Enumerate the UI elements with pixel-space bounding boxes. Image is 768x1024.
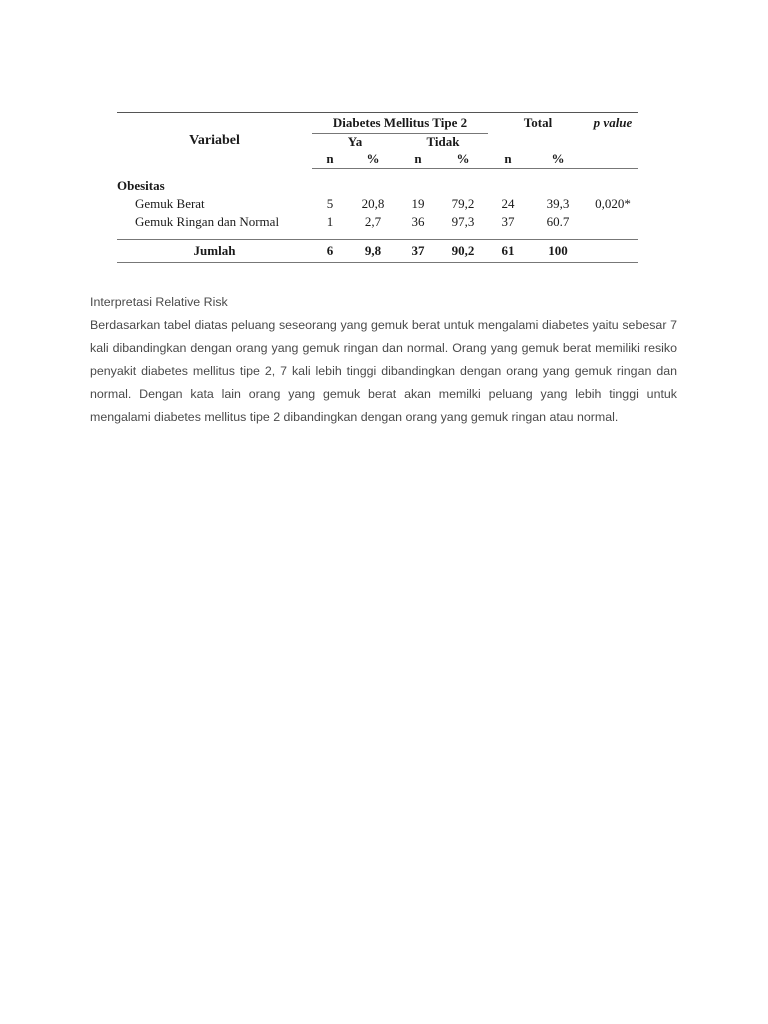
header-diabetes-group: Diabetes Mellitus Tipe 2 <box>312 113 488 134</box>
sum-label: Jumlah <box>117 240 312 263</box>
col-ya-pct: % <box>348 150 398 169</box>
header-ya: Ya <box>347 134 363 149</box>
cell-total-n: 37 <box>501 214 515 229</box>
header-total: Total <box>488 113 588 134</box>
cell-tidak-n: 36 <box>411 214 425 229</box>
row-label: Gemuk Ringan dan Normal <box>135 214 280 229</box>
table-row <box>117 213 638 231</box>
cell-total-pct: 60.7 <box>546 214 570 229</box>
table-row <box>117 195 638 213</box>
cell-total-pct: 39,3 <box>546 196 570 211</box>
cell-tidak-pct: 79,2 <box>451 196 475 211</box>
sum-tidak-n: 37 <box>398 240 438 263</box>
header-variabel: Variabel <box>117 113 312 169</box>
category-obesitas: Obesitas <box>117 178 165 193</box>
sum-tidak-pct: 90,2 <box>438 240 488 263</box>
sum-ya-n: 6 <box>312 240 348 263</box>
obesity-diabetes-table <box>117 112 638 263</box>
interpretation-paragraph: Berdasarkan tabel diatas peluang seseorang yang gemuk berat untuk mengalami diabetes yaitu sebesar 7 kali dibandingkan dengan orang yang gemuk ringan dan normal. Orang yang gemuk berat memiliki resiko penyakit diabetes mellitus tipe 2, 7 kali lebih tinggi dibandingkan dengan orang yang gemuk ringan dan normal. Dengan kata lain orang yang gemuk berat akan memilki peluang yang lebih tinggi untuk mengalami diabetes mellitus tipe 2 dibandingkan dengan orang yang gemuk ringan atau normal. <box>90 318 677 424</box>
header-p-value: p value <box>588 113 638 134</box>
interpretation-section <box>90 291 677 429</box>
cell-ya-n: 1 <box>326 214 334 229</box>
table-header-row <box>117 113 638 134</box>
cell-tidak-n: 19 <box>411 196 425 211</box>
header-tidak: Tidak <box>426 134 460 149</box>
col-total-pct: % <box>528 150 588 169</box>
obesity-diabetes-table-figure <box>117 112 638 263</box>
col-ya-n: n <box>312 150 348 169</box>
col-tidak-pct: % <box>438 150 488 169</box>
cell-ya-pct: 2,7 <box>364 214 382 229</box>
col-tidak-n: n <box>398 150 438 169</box>
cell-ya-n: 5 <box>326 196 334 211</box>
table-row-sum <box>117 240 638 263</box>
cell-p-value: 0,020* <box>595 196 631 211</box>
cell-tidak-pct: 97,3 <box>451 214 475 229</box>
cell-ya-pct: 20,8 <box>361 196 385 211</box>
section-heading: Interpretasi Relative Risk <box>90 295 228 309</box>
table-row-category <box>117 177 638 195</box>
sum-total-pct: 100 <box>528 240 588 263</box>
row-label: Gemuk Berat <box>135 196 205 211</box>
cell-total-n: 24 <box>501 196 515 211</box>
cell-p-value <box>588 213 638 231</box>
sum-total-n: 61 <box>488 240 528 263</box>
col-total-n: n <box>488 150 528 169</box>
sum-ya-pct: 9,8 <box>348 240 398 263</box>
